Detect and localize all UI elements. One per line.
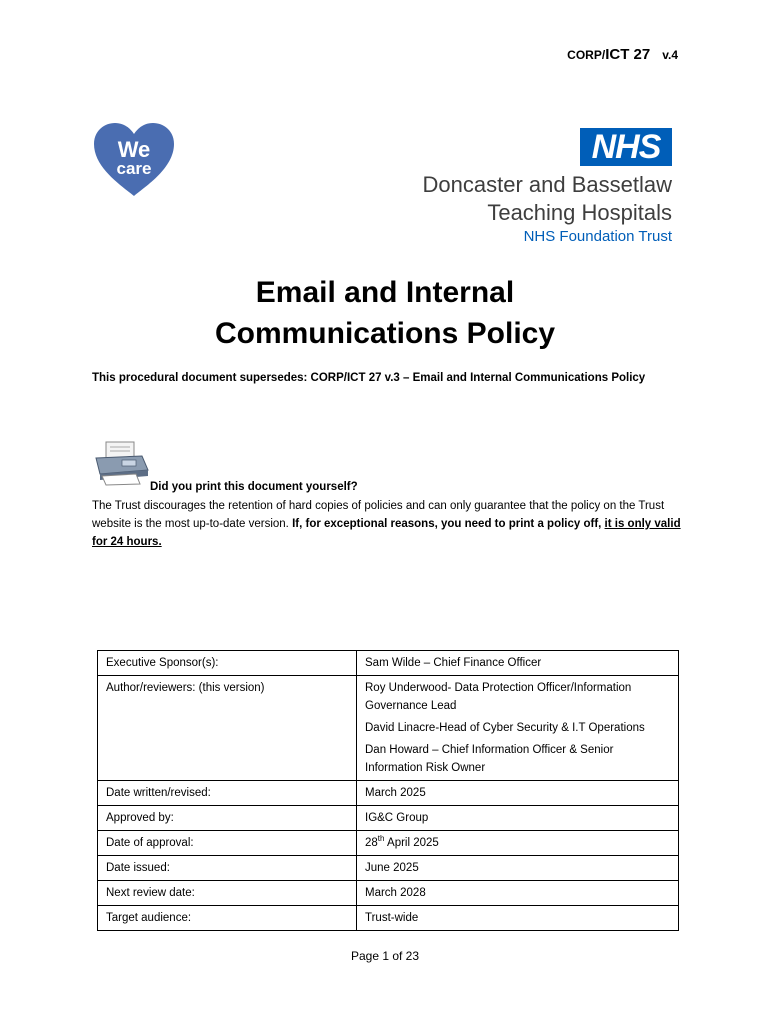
title-line1: Email and Internal [255,276,515,309]
author-entry: David Linacre-Head of Cyber Security & I.T Operations [365,722,645,734]
print-notice-underlined: it is only valid for 24 hours. [92,518,681,548]
table-row [98,906,679,931]
ref-prefix: CORP/ [567,48,606,62]
approved-by-value: IG&C Group [357,806,679,831]
page-number: Page 1 of 23 [350,949,420,963]
date-issued-label: Date issued: [98,856,357,881]
authors-label: Author/reviewers: (this version) [98,676,357,781]
document-reference [567,46,678,63]
date-written-value: March 2025 [357,781,679,806]
table-row [98,781,679,806]
author-entry: Roy Underwood- Data Protection Officer/Information Governance Lead [365,682,632,712]
ref-code: ICT 27 [605,46,651,63]
date-issued-value: June 2025 [357,856,679,881]
exec-sponsor-label: Executive Sponsor(s): [98,651,357,676]
approval-day: 28 [365,837,378,849]
table-row [98,831,679,856]
approval-date-value [357,831,679,856]
supersedes-statement: This procedural document supersedes: CORP/ICT 27 v.3 – Email and Internal Communications Policy [92,372,646,384]
approved-by-label: Approved by: [98,806,357,831]
review-date-value: March 2028 [357,881,679,906]
wecare-line1: We [117,137,151,162]
print-notice-plain: The Trust discourages the retention of hard copies of policies and can only guarantee that the policy on the Trust website is the most up-to-date version. [92,500,665,530]
title-line2: Communications Policy [214,317,556,350]
author-entry: Dan Howard – Chief Information Officer & Senior Information Risk Owner [365,744,614,774]
printer-icon [92,440,150,486]
document-metadata-table [97,650,679,931]
nhs-logo: NHS [580,128,672,166]
table-row [98,651,679,676]
print-notice-text [92,497,682,551]
review-date-label: Next review date: [98,881,357,906]
approval-month-year: April 2025 [384,837,439,849]
trust-name-line1: Doncaster and Bassetlaw [422,172,672,197]
print-question: Did you print this document yourself? [150,481,358,493]
table-row [98,881,679,906]
wecare-line2: care [116,159,152,178]
target-audience-value: Trust-wide [357,906,679,931]
date-written-label: Date written/revised: [98,781,357,806]
print-notice-bold: If, for exceptional reasons, you need to print a policy off, [292,518,605,530]
authors-value [357,676,679,781]
ref-version: v.4 [662,48,678,62]
table-row [98,856,679,881]
trust-name-line3: NHS Foundation Trust [523,228,672,245]
table-row [98,676,679,781]
document-title [0,272,770,354]
approval-date-label: Date of approval: [98,831,357,856]
heart-icon [92,122,176,198]
approval-day-suffix: th [377,834,385,844]
we-care-heart-logo [92,122,176,198]
target-audience-label: Target audience: [98,906,357,931]
exec-sponsor-value: Sam Wilde – Chief Finance Officer [357,651,679,676]
table-row [98,806,679,831]
trust-name-line2: Teaching Hospitals [487,200,672,225]
